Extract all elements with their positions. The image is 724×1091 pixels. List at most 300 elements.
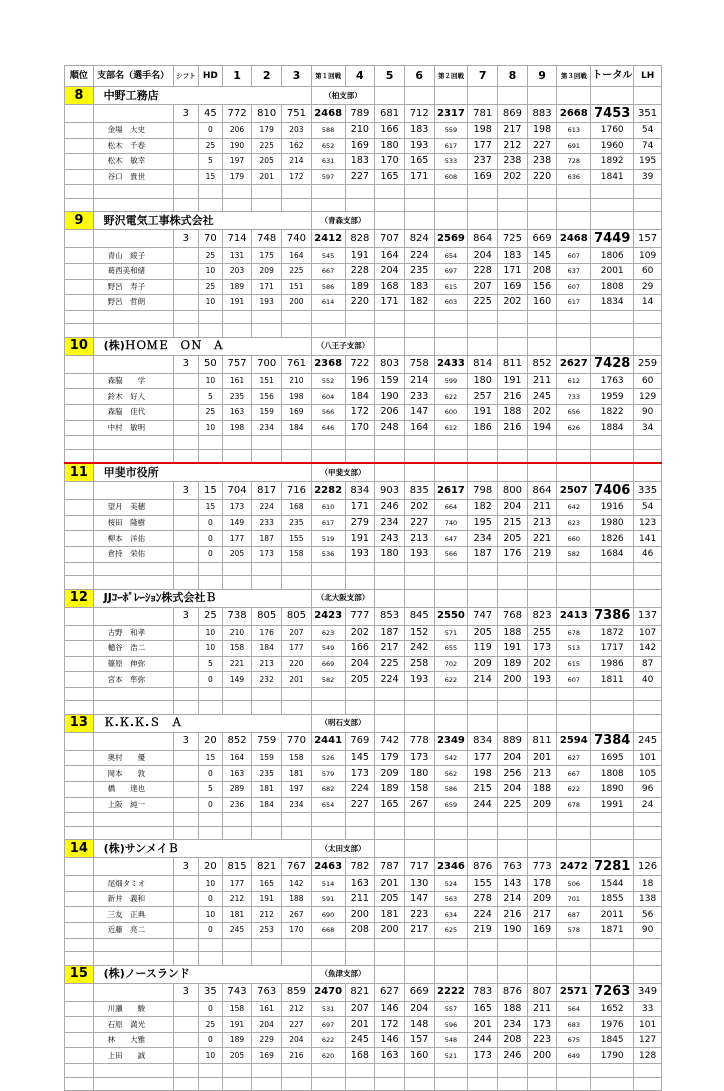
- team-total: 7281: [591, 858, 634, 876]
- empty-cell: [65, 672, 94, 688]
- team-game-1: 704: [222, 482, 252, 500]
- empty-cell: [252, 826, 282, 840]
- header-game-3: 3: [282, 66, 312, 87]
- player-round-1: 519: [311, 531, 345, 547]
- empty-cell: [634, 198, 662, 212]
- player-lh: 195: [634, 154, 662, 170]
- empty-cell: [498, 337, 528, 355]
- player-game-9: 245: [527, 389, 557, 405]
- empty-cell: [65, 1048, 94, 1064]
- spacer-row: [65, 687, 662, 701]
- empty-cell: [93, 198, 173, 212]
- team-game-4: 769: [345, 732, 375, 750]
- team-round-3: 2472: [557, 858, 591, 876]
- empty-cell: [199, 198, 223, 212]
- player-game-6: 147: [404, 404, 434, 420]
- player-game-3: 235: [282, 515, 312, 531]
- player-game-4: 191: [345, 248, 375, 264]
- player-game-6: 160: [404, 1048, 434, 1064]
- player-hd: 0: [199, 923, 223, 939]
- team-row: [65, 589, 662, 607]
- player-row: [65, 656, 662, 672]
- empty-cell: [434, 562, 468, 576]
- team-shift: 3: [173, 230, 199, 248]
- empty-cell: [498, 87, 528, 105]
- player-game-6: 193: [404, 672, 434, 688]
- player-total: 1760: [591, 123, 634, 139]
- player-game-8: 225: [498, 797, 528, 813]
- empty-cell: [65, 687, 94, 701]
- player-game-8: 214: [498, 891, 528, 907]
- team-game-1: 852: [222, 732, 252, 750]
- empty-cell: [634, 449, 662, 463]
- player-round-3: 649: [557, 1048, 591, 1064]
- empty-cell: [557, 185, 591, 199]
- team-game-2: 821: [252, 858, 282, 876]
- team-game-5: 627: [375, 983, 405, 1001]
- player-game-9: 194: [527, 420, 557, 436]
- player-lh: 54: [634, 500, 662, 516]
- team-round-1: 2468: [311, 105, 345, 123]
- player-game-3: 168: [282, 500, 312, 516]
- empty-cell: [375, 185, 405, 199]
- empty-cell: [591, 436, 634, 450]
- header-round-1: 第１回戦: [311, 66, 345, 87]
- empty-cell: [527, 562, 557, 576]
- empty-cell: [468, 337, 498, 355]
- player-round-2: 664: [434, 500, 468, 516]
- team-game-4: 777: [345, 607, 375, 625]
- empty-cell: [222, 185, 252, 199]
- empty-cell: [498, 714, 528, 732]
- player-game-8: 200: [498, 672, 528, 688]
- empty-cell: [173, 1017, 199, 1033]
- player-game-9: 188: [527, 782, 557, 798]
- player-game-9: 201: [527, 750, 557, 766]
- player-game-1: 235: [222, 389, 252, 405]
- team-branch: （甲斐支部）: [311, 463, 374, 482]
- empty-cell: [222, 1077, 252, 1091]
- empty-cell: [634, 576, 662, 590]
- empty-cell: [93, 482, 173, 500]
- player-game-6: 258: [404, 656, 434, 672]
- player-total: 1652: [591, 1001, 634, 1017]
- empty-cell: [311, 701, 345, 715]
- empty-cell: [404, 714, 434, 732]
- empty-cell: [65, 1064, 94, 1078]
- empty-cell: [375, 212, 405, 230]
- empty-cell: [65, 169, 94, 185]
- player-game-5: 172: [375, 1017, 405, 1033]
- player-game-5: 165: [375, 797, 405, 813]
- team-branch: （魚津支部）: [311, 965, 374, 983]
- player-game-6: 214: [404, 373, 434, 389]
- empty-cell: [65, 279, 94, 295]
- empty-cell: [65, 389, 94, 405]
- empty-cell: [557, 324, 591, 338]
- player-game-7: 165: [468, 1001, 498, 1017]
- team-game-2: 759: [252, 732, 282, 750]
- team-game-2: 817: [252, 482, 282, 500]
- team-row: [65, 337, 662, 355]
- empty-cell: [173, 138, 199, 154]
- team-lh: 245: [634, 732, 662, 750]
- player-total: 1763: [591, 373, 634, 389]
- player-row: [65, 373, 662, 389]
- empty-cell: [199, 813, 223, 827]
- empty-cell: [345, 436, 375, 450]
- team-summary-row: [65, 607, 662, 625]
- team-round-3: 2627: [557, 355, 591, 373]
- empty-cell: [65, 983, 94, 1001]
- player-game-6: 267: [404, 797, 434, 813]
- player-game-9: 238: [527, 154, 557, 170]
- player-total: 1544: [591, 876, 634, 892]
- empty-cell: [468, 436, 498, 450]
- empty-cell: [282, 1077, 312, 1091]
- player-game-4: 279: [345, 515, 375, 531]
- player-game-3: 200: [282, 295, 312, 311]
- team-game-2: 810: [252, 105, 282, 123]
- player-row: [65, 500, 662, 516]
- player-row: [65, 797, 662, 813]
- empty-cell: [199, 701, 223, 715]
- empty-cell: [375, 198, 405, 212]
- team-round-2: 2617: [434, 482, 468, 500]
- empty-cell: [222, 952, 252, 966]
- header-rank: 順位: [65, 66, 94, 87]
- empty-cell: [345, 813, 375, 827]
- empty-cell: [527, 185, 557, 199]
- empty-cell: [93, 576, 173, 590]
- empty-cell: [173, 373, 199, 389]
- empty-cell: [557, 562, 591, 576]
- team-game-7: 781: [468, 105, 498, 123]
- player-game-1: 158: [222, 1001, 252, 1017]
- player-game-5: 170: [375, 154, 405, 170]
- player-round-2: 634: [434, 907, 468, 923]
- empty-cell: [527, 840, 557, 858]
- player-name: 尾畑タミオ: [93, 876, 173, 892]
- player-name: 松木 敏幸: [93, 154, 173, 170]
- spacer-row: [65, 813, 662, 827]
- player-round-1: 549: [311, 641, 345, 657]
- player-game-8: 188: [498, 1001, 528, 1017]
- player-game-9: 173: [527, 1017, 557, 1033]
- player-game-2: 161: [252, 1001, 282, 1017]
- team-row: [65, 463, 662, 482]
- empty-cell: [252, 952, 282, 966]
- player-game-2: 151: [252, 373, 282, 389]
- player-hd: 10: [199, 373, 223, 389]
- empty-cell: [173, 952, 199, 966]
- empty-cell: [557, 965, 591, 983]
- player-game-1: 191: [222, 1017, 252, 1033]
- empty-cell: [557, 826, 591, 840]
- empty-cell: [498, 576, 528, 590]
- empty-cell: [93, 983, 173, 1001]
- empty-cell: [93, 858, 173, 876]
- header-round-3: 第３回戦: [557, 66, 591, 87]
- empty-cell: [345, 324, 375, 338]
- header-total: トータル: [591, 66, 634, 87]
- empty-cell: [498, 813, 528, 827]
- player-round-3: 607: [557, 248, 591, 264]
- player-game-5: 163: [375, 1048, 405, 1064]
- team-rank: 9: [65, 212, 94, 230]
- player-game-3: 170: [282, 923, 312, 939]
- empty-cell: [65, 782, 94, 798]
- player-game-5: 146: [375, 1001, 405, 1017]
- team-hd: 20: [199, 732, 223, 750]
- player-game-6: 223: [404, 907, 434, 923]
- player-game-2: 233: [252, 515, 282, 531]
- player-hd: 5: [199, 154, 223, 170]
- player-game-4: 184: [345, 389, 375, 405]
- empty-cell: [311, 826, 345, 840]
- empty-cell: [468, 562, 498, 576]
- player-total: 1986: [591, 656, 634, 672]
- player-round-2: 615: [434, 279, 468, 295]
- player-round-3: 642: [557, 500, 591, 516]
- empty-cell: [93, 1064, 173, 1078]
- empty-cell: [591, 449, 634, 463]
- player-total: 1892: [591, 154, 634, 170]
- player-game-9: 211: [527, 373, 557, 389]
- player-row: [65, 154, 662, 170]
- player-lh: 34: [634, 420, 662, 436]
- empty-cell: [222, 701, 252, 715]
- empty-cell: [222, 310, 252, 324]
- empty-cell: [591, 198, 634, 212]
- player-hd: 0: [199, 766, 223, 782]
- team-summary-row: [65, 732, 662, 750]
- player-game-3: 177: [282, 641, 312, 657]
- player-round-3: 617: [557, 295, 591, 311]
- team-game-5: 707: [375, 230, 405, 248]
- team-game-8: 869: [498, 105, 528, 123]
- player-game-1: 189: [222, 279, 252, 295]
- player-game-7: 177: [468, 138, 498, 154]
- player-hd: 15: [199, 500, 223, 516]
- team-shift: 3: [173, 607, 199, 625]
- player-round-1: 667: [311, 263, 345, 279]
- player-lh: 109: [634, 248, 662, 264]
- empty-cell: [345, 562, 375, 576]
- team-game-1: 738: [222, 607, 252, 625]
- empty-cell: [591, 562, 634, 576]
- player-game-8: 205: [498, 531, 528, 547]
- player-game-1: 163: [222, 404, 252, 420]
- team-round-1: 2282: [311, 482, 345, 500]
- empty-cell: [65, 826, 94, 840]
- empty-cell: [434, 463, 468, 482]
- player-game-7: 180: [468, 373, 498, 389]
- player-game-5: 181: [375, 907, 405, 923]
- player-game-1: 190: [222, 138, 252, 154]
- empty-cell: [527, 965, 557, 983]
- team-game-6: 758: [404, 355, 434, 373]
- spacer-row: [65, 1064, 662, 1078]
- spacer-row: [65, 185, 662, 199]
- empty-cell: [527, 938, 557, 952]
- empty-cell: [375, 337, 405, 355]
- player-game-5: 200: [375, 923, 405, 939]
- player-round-1: 536: [311, 546, 345, 562]
- empty-cell: [282, 813, 312, 827]
- empty-cell: [65, 230, 94, 248]
- player-hd: 25: [199, 279, 223, 295]
- empty-cell: [173, 813, 199, 827]
- player-name: 中村 敏明: [93, 420, 173, 436]
- empty-cell: [434, 952, 468, 966]
- empty-cell: [173, 907, 199, 923]
- player-round-3: 627: [557, 750, 591, 766]
- player-game-6: 193: [404, 546, 434, 562]
- player-game-4: 172: [345, 404, 375, 420]
- team-round-3: 2413: [557, 607, 591, 625]
- empty-cell: [468, 185, 498, 199]
- player-round-1: 604: [311, 389, 345, 405]
- player-game-8: 208: [498, 1032, 528, 1048]
- player-game-7: 191: [468, 404, 498, 420]
- empty-cell: [282, 826, 312, 840]
- player-game-2: 225: [252, 138, 282, 154]
- empty-cell: [498, 562, 528, 576]
- empty-cell: [591, 324, 634, 338]
- player-lh: 105: [634, 766, 662, 782]
- empty-cell: [498, 185, 528, 199]
- team-round-3: 2668: [557, 105, 591, 123]
- empty-cell: [434, 436, 468, 450]
- empty-cell: [65, 404, 94, 420]
- player-round-2: 617: [434, 138, 468, 154]
- player-game-7: 234: [468, 531, 498, 547]
- empty-cell: [375, 840, 405, 858]
- player-game-4: 193: [345, 546, 375, 562]
- player-game-9: 223: [527, 1032, 557, 1048]
- player-game-2: 184: [252, 641, 282, 657]
- player-game-6: 173: [404, 750, 434, 766]
- empty-cell: [252, 813, 282, 827]
- empty-cell: [93, 1077, 173, 1091]
- player-game-1: 212: [222, 891, 252, 907]
- empty-cell: [404, 463, 434, 482]
- empty-cell: [199, 687, 223, 701]
- player-round-2: 603: [434, 295, 468, 311]
- team-row: [65, 714, 662, 732]
- player-game-8: 189: [498, 656, 528, 672]
- empty-cell: [345, 952, 375, 966]
- player-game-8: 217: [498, 123, 528, 139]
- player-round-2: 599: [434, 373, 468, 389]
- empty-cell: [591, 952, 634, 966]
- player-row: [65, 169, 662, 185]
- team-game-7: 747: [468, 607, 498, 625]
- empty-cell: [634, 965, 662, 983]
- player-round-3: 675: [557, 1032, 591, 1048]
- empty-cell: [252, 701, 282, 715]
- player-game-4: 171: [345, 500, 375, 516]
- empty-cell: [65, 938, 94, 952]
- player-total: 1959: [591, 389, 634, 405]
- empty-cell: [65, 138, 94, 154]
- empty-cell: [65, 546, 94, 562]
- player-game-7: 177: [468, 750, 498, 766]
- empty-cell: [173, 641, 199, 657]
- empty-cell: [199, 952, 223, 966]
- player-game-4: 224: [345, 782, 375, 798]
- empty-cell: [173, 436, 199, 450]
- empty-cell: [311, 562, 345, 576]
- team-game-7: 814: [468, 355, 498, 373]
- player-game-9: 160: [527, 295, 557, 311]
- empty-cell: [199, 1064, 223, 1078]
- empty-cell: [591, 463, 634, 482]
- team-name: (株)サンメイＢ: [93, 840, 311, 858]
- empty-cell: [222, 938, 252, 952]
- team-round-1: 2412: [311, 230, 345, 248]
- player-round-1: 646: [311, 420, 345, 436]
- empty-cell: [375, 562, 405, 576]
- team-game-6: 824: [404, 230, 434, 248]
- player-game-5: 165: [375, 169, 405, 185]
- player-game-3: 201: [282, 672, 312, 688]
- player-game-5: 189: [375, 782, 405, 798]
- team-name: (株)ノースランド: [93, 965, 311, 983]
- empty-cell: [65, 656, 94, 672]
- player-round-2: 521: [434, 1048, 468, 1064]
- empty-cell: [65, 562, 94, 576]
- empty-cell: [65, 952, 94, 966]
- team-summary-row: [65, 983, 662, 1001]
- player-game-3: 267: [282, 907, 312, 923]
- player-game-1: 245: [222, 923, 252, 939]
- empty-cell: [311, 952, 345, 966]
- player-game-9: 209: [527, 891, 557, 907]
- empty-cell: [173, 420, 199, 436]
- player-game-8: 212: [498, 138, 528, 154]
- player-name: 谷口 貴世: [93, 169, 173, 185]
- empty-cell: [498, 938, 528, 952]
- player-lh: 107: [634, 625, 662, 641]
- player-game-8: 246: [498, 1048, 528, 1064]
- player-game-7: 214: [468, 672, 498, 688]
- player-game-3: 181: [282, 766, 312, 782]
- player-game-6: 130: [404, 876, 434, 892]
- player-round-2: 697: [434, 263, 468, 279]
- team-lh: 349: [634, 983, 662, 1001]
- team-game-6: 845: [404, 607, 434, 625]
- player-game-9: 255: [527, 625, 557, 641]
- empty-cell: [375, 813, 405, 827]
- player-game-2: 169: [252, 1048, 282, 1064]
- team-name: 甲斐市役所: [93, 463, 311, 482]
- empty-cell: [498, 1064, 528, 1078]
- player-game-3: 169: [282, 404, 312, 420]
- player-game-3: 184: [282, 420, 312, 436]
- player-hd: 10: [199, 1048, 223, 1064]
- player-lh: 39: [634, 169, 662, 185]
- empty-cell: [557, 687, 591, 701]
- player-game-3: 158: [282, 750, 312, 766]
- player-game-1: 236: [222, 797, 252, 813]
- empty-cell: [252, 436, 282, 450]
- player-game-8: 256: [498, 766, 528, 782]
- empty-cell: [591, 1064, 634, 1078]
- player-game-5: 179: [375, 750, 405, 766]
- player-lh: 101: [634, 1017, 662, 1033]
